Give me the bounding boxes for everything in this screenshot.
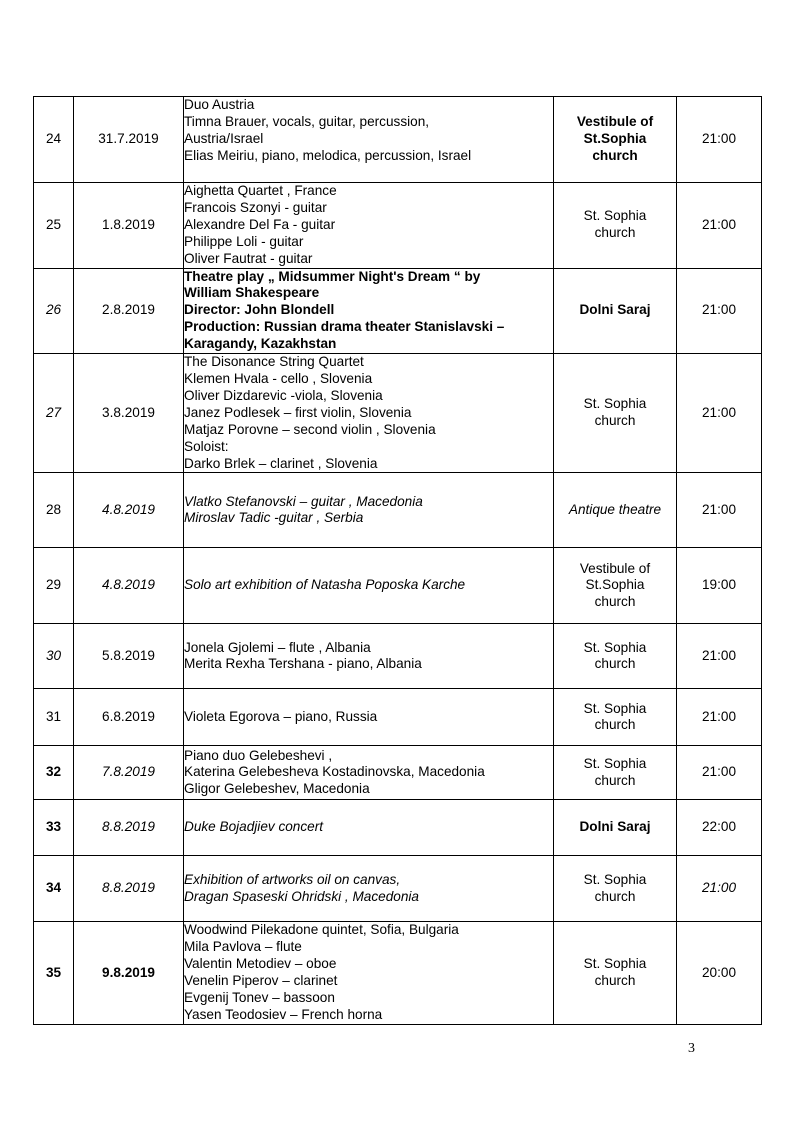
table-row xyxy=(34,746,762,800)
venue-cell xyxy=(554,97,677,183)
program-line: Oliver Dizdarevic -viola, Slovenia xyxy=(184,387,383,403)
event-time: 21:00 xyxy=(677,624,762,689)
table-row xyxy=(34,548,762,624)
venue-cell xyxy=(554,856,677,922)
venue-line: church xyxy=(594,594,636,610)
event-date: 9.8.2019 xyxy=(74,922,184,1024)
venue-cell xyxy=(554,624,677,689)
program-cell xyxy=(184,689,554,746)
program-line: The Disonance String Quartet xyxy=(184,354,364,370)
venue-line: church xyxy=(594,888,636,904)
program-line: Katerina Gelebesheva Kostadinovska, Macedonia xyxy=(184,764,485,780)
program-line: Timna Brauer, vocals, guitar, percussion, xyxy=(184,113,430,129)
program-line: Duo Austria xyxy=(184,97,255,112)
event-date: 7.8.2019 xyxy=(74,746,184,800)
venue-cell xyxy=(554,268,677,354)
program-line: Jonela Gjolemi – flute , Albania xyxy=(184,639,371,655)
program-line: Piano duo Gelebeshevi , xyxy=(184,747,333,763)
event-date: 6.8.2019 xyxy=(74,689,184,746)
program-line: Evgenij Tonev – bassoon xyxy=(184,990,335,1006)
row-number: 33 xyxy=(34,800,74,856)
program-line: Aighetta Quartet , France xyxy=(184,183,337,198)
row-number: 31 xyxy=(34,689,74,746)
row-number: 30 xyxy=(34,624,74,689)
program-line: Miroslav Tadic -guitar , Serbia xyxy=(184,510,364,526)
row-number: 28 xyxy=(34,473,74,548)
page-number: 3 xyxy=(688,1041,695,1056)
program-line: Oliver Fautrat - guitar xyxy=(184,250,313,266)
row-number: 25 xyxy=(34,183,74,269)
event-date: 8.8.2019 xyxy=(74,856,184,922)
program-line: Janez Podlesek – first violin, Slovenia xyxy=(184,404,412,420)
venue-line: St.Sophia xyxy=(583,131,647,147)
table-row xyxy=(34,183,762,269)
event-date: 8.8.2019 xyxy=(74,800,184,856)
event-time: 21:00 xyxy=(677,268,762,354)
program-cell xyxy=(184,268,554,354)
table-row xyxy=(34,473,762,548)
program-line: Klemen Hvala - cello , Slovenia xyxy=(184,370,373,386)
event-time: 21:00 xyxy=(677,473,762,548)
event-time: 19:00 xyxy=(677,548,762,624)
table-row xyxy=(34,624,762,689)
program-line: Soloist: xyxy=(184,438,229,454)
row-number: 29 xyxy=(34,548,74,624)
table-row xyxy=(34,354,762,473)
venue-line: Dolni Saraj xyxy=(579,302,651,318)
venue-cell xyxy=(554,922,677,1024)
event-date: 3.8.2019 xyxy=(74,354,184,473)
program-line: Production: Russian drama theater Stanislavski – xyxy=(184,319,505,335)
program-cell xyxy=(184,183,554,269)
program-cell xyxy=(184,354,554,473)
program-line: Theatre play „ Midsummer Night's Dream “ by xyxy=(184,268,481,284)
program-line: Solo art exhibition of Natasha Poposka Karche xyxy=(184,577,466,593)
program-line: Merita Rexha Tershana - piano, Albania xyxy=(184,656,422,672)
venue-cell xyxy=(554,746,677,800)
venue-line: church xyxy=(592,147,638,163)
program-line: Francois Szonyi - guitar xyxy=(184,199,327,215)
row-number: 27 xyxy=(34,354,74,473)
row-number: 26 xyxy=(34,268,74,354)
venue-line: church xyxy=(594,717,636,733)
program-line: Darko Brlek – clarinet , Slovenia xyxy=(184,455,378,471)
venue-line: St. Sophia xyxy=(583,872,647,887)
venue-line: Dolni Saraj xyxy=(579,819,651,835)
venue-cell xyxy=(554,183,677,269)
table-row xyxy=(34,922,762,1024)
venue-cell xyxy=(554,354,677,473)
event-time: 21:00 xyxy=(677,746,762,800)
venue-cell xyxy=(554,800,677,856)
program-line: William Shakespeare xyxy=(184,285,320,301)
event-date: 5.8.2019 xyxy=(74,624,184,689)
table-row xyxy=(34,800,762,856)
program-line: Violeta Egorova – piano, Russia xyxy=(184,708,378,724)
venue-line: Vestibule of xyxy=(579,560,651,576)
program-line: Mila Pavlova – flute xyxy=(184,939,302,955)
program-cell xyxy=(184,473,554,548)
event-date: 4.8.2019 xyxy=(74,548,184,624)
event-time: 21:00 xyxy=(677,689,762,746)
venue-line: St. Sophia xyxy=(583,208,647,224)
program-line: Woodwind Pilekadone quintet, Sofia, Bulgaria xyxy=(184,922,459,938)
program-line: Duke Bojadjiev concert xyxy=(184,819,324,835)
row-number: 34 xyxy=(34,856,74,922)
program-cell xyxy=(184,922,554,1024)
venue-line: St. Sophia xyxy=(583,396,647,412)
program-line: Director: John Blondell xyxy=(184,302,335,318)
program-line: Valentin Metodiev – oboe xyxy=(184,956,337,972)
program-line: Venelin Piperov – clarinet xyxy=(184,973,338,989)
program-cell xyxy=(184,97,554,183)
event-time: 21:00 xyxy=(677,183,762,269)
program-cell xyxy=(184,624,554,689)
table-row xyxy=(34,856,762,922)
program-cell xyxy=(184,746,554,800)
event-time: 21:00 xyxy=(677,354,762,473)
program-line: Exhibition of artworks oil on canvas, xyxy=(184,872,401,887)
event-date: 2.8.2019 xyxy=(74,268,184,354)
row-number: 32 xyxy=(34,746,74,800)
event-date: 1.8.2019 xyxy=(74,183,184,269)
event-time: 22:00 xyxy=(677,800,762,856)
program-line: Alexandre Del Fa - guitar xyxy=(184,216,336,232)
venue-line: church xyxy=(594,772,636,788)
venue-line: church xyxy=(594,973,636,989)
program-line: Elias Meiriu, piano, melodica, percussion, Israel xyxy=(184,147,472,163)
venue-line: Vestibule of xyxy=(576,114,654,130)
venue-line: St. Sophia xyxy=(583,700,647,716)
program-line: Matjaz Porovne – second violin , Slovenia xyxy=(184,421,436,437)
table-row xyxy=(34,268,762,354)
venue-cell xyxy=(554,548,677,624)
program-line: Philippe Loli - guitar xyxy=(184,233,304,249)
program-cell xyxy=(184,856,554,922)
event-time: 20:00 xyxy=(677,922,762,1024)
row-number: 35 xyxy=(34,922,74,1024)
venue-line: church xyxy=(594,656,636,672)
venue-line: St. Sophia xyxy=(583,756,647,771)
venue-cell xyxy=(554,689,677,746)
venue-line: church xyxy=(594,225,636,241)
program-cell xyxy=(184,548,554,624)
event-time: 21:00 xyxy=(677,97,762,183)
row-number: 24 xyxy=(34,97,74,183)
program-line: Dragan Spaseski Ohridski , Macedonia xyxy=(184,888,419,904)
event-date: 31.7.2019 xyxy=(74,97,184,183)
program-line: Karagandy, Kazakhstan xyxy=(184,336,337,352)
event-time: 21:00 xyxy=(677,856,762,922)
venue-line: St. Sophia xyxy=(583,956,647,972)
program-cell xyxy=(184,800,554,856)
table-row xyxy=(34,97,762,183)
program-line: Austria/Israel xyxy=(184,130,264,146)
venue-line: church xyxy=(594,413,636,429)
table-row xyxy=(34,689,762,746)
program-line: Vlatko Stefanovski – guitar , Macedonia xyxy=(184,493,423,509)
venue-line: St. Sophia xyxy=(583,639,647,655)
program-line: Yasen Teodosiev – French horna xyxy=(184,1006,383,1022)
venue-line: Antique theatre xyxy=(568,501,662,517)
venue-cell xyxy=(554,473,677,548)
venue-line: St.Sophia xyxy=(585,577,645,593)
event-date: 4.8.2019 xyxy=(74,473,184,548)
program-line: Gligor Gelebeshev, Macedonia xyxy=(184,781,370,797)
schedule-table xyxy=(33,96,762,1025)
